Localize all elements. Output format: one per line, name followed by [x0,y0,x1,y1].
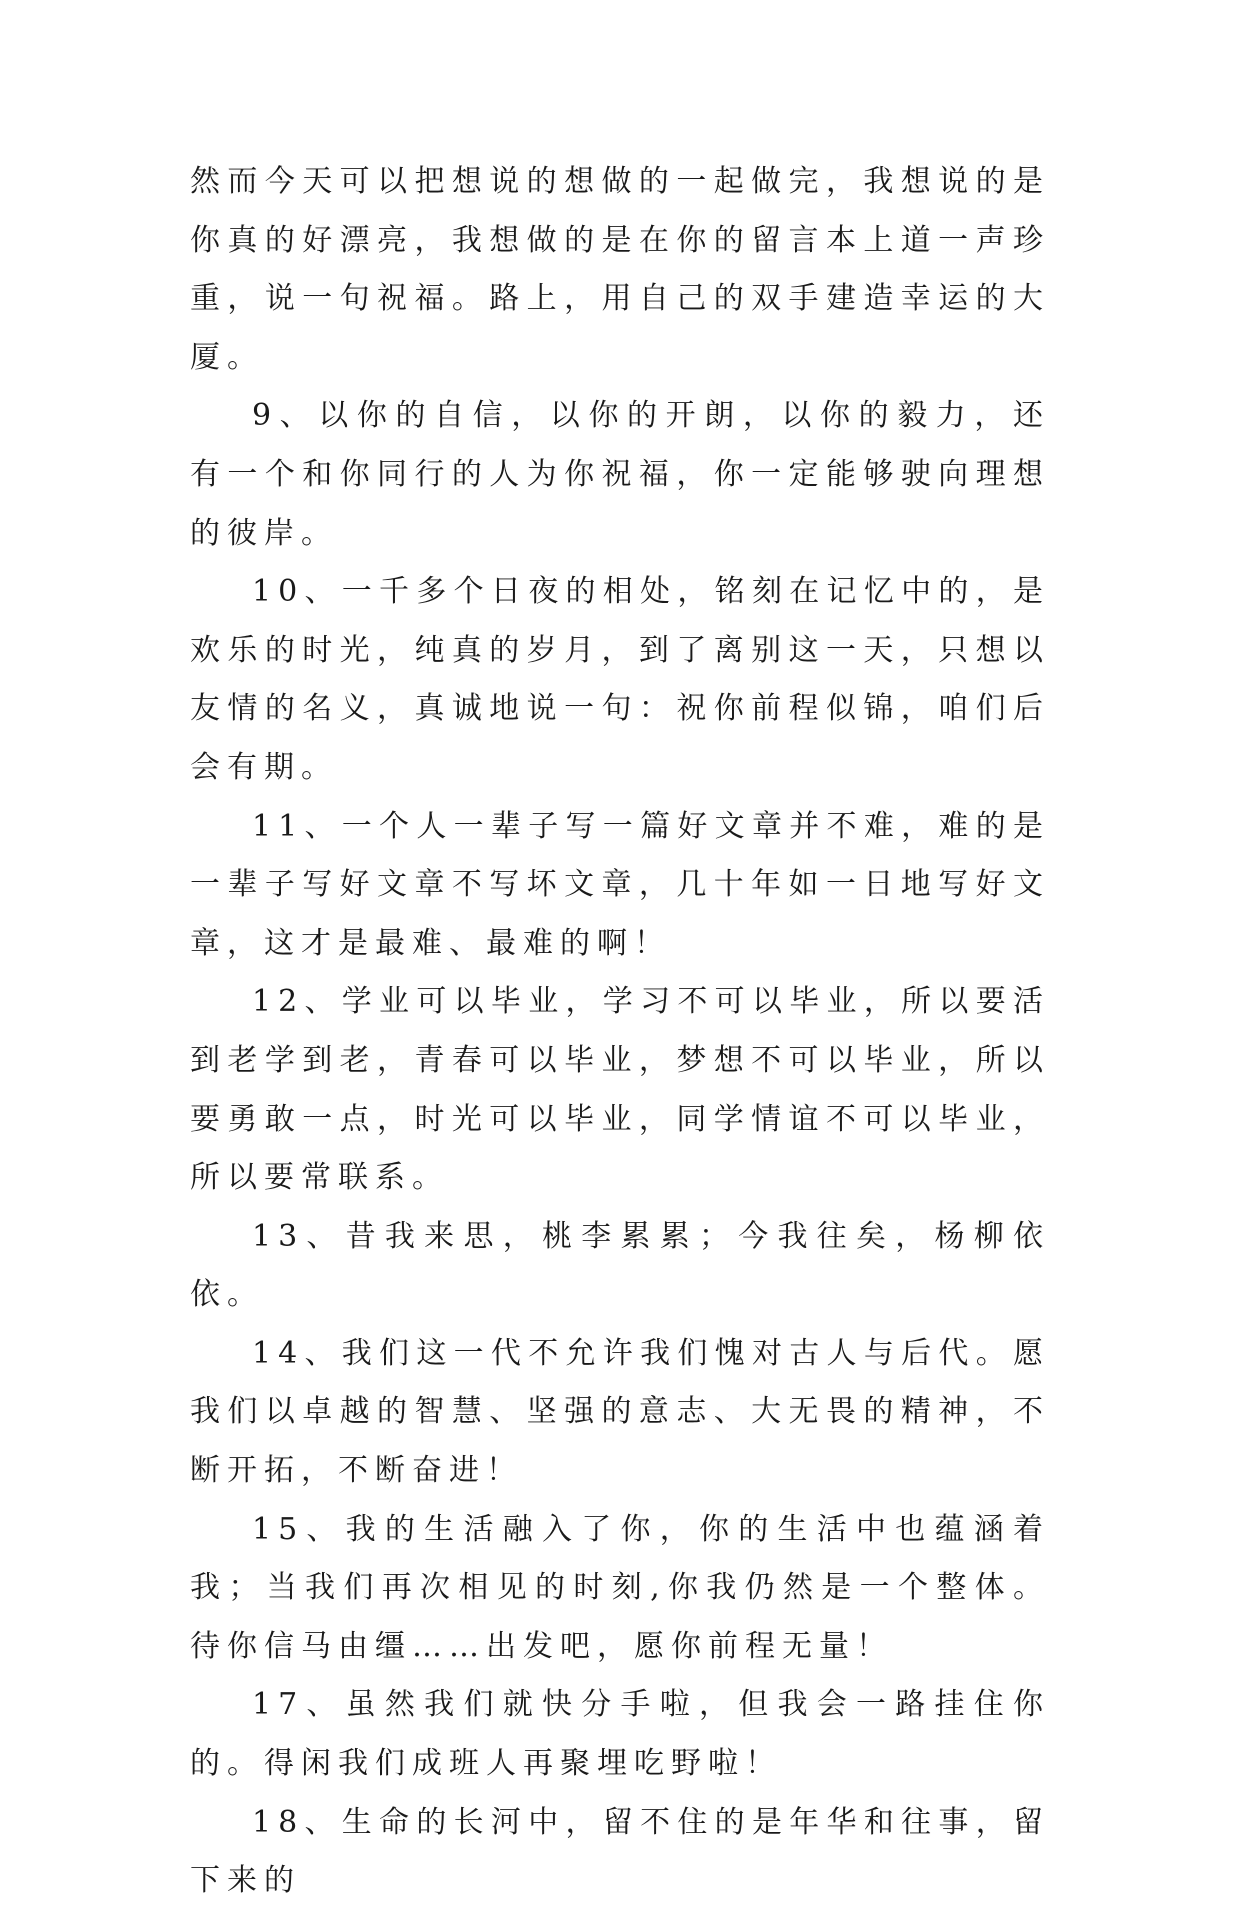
paragraph-item-9: 9、以你的自信，以你的开朗，以你的毅力，还有一个和你同行的人为你祝福，你一定能够驶向理想的彼岸。 [190,398,1050,551]
paragraph-item-13: 13、昔我来思，桃李累累；今我往矣，杨柳依依。 [190,1218,1050,1313]
paragraph-continuation: 然而今天可以把想说的想做的一起做完，我想说的是你真的好漂亮，我想做的是在你的留言本上道一声珍重，说一句祝福。路上，用自己的双手建造幸运的大厦。 [190,164,1050,375]
paragraph-item-15: 15、我的生活融入了你，你的生活中也蕴涵着我；当我们再次相见的时刻,你我仍然是一个整体。待你信马由缰……出发吧，愿你前程无量！ [190,1511,1050,1664]
paragraph-item-18: 18、生命的长河中，留不住的是年华和往事，留下来的 [190,1804,1050,1899]
paragraph-item-17: 17、虽然我们就快分手啦，但我会一路挂住你的。得闲我们成班人再聚埋吃野啦！ [190,1687,1050,1782]
paragraph-item-14: 14、我们这一代不允许我们愧对古人与后代。愿我们以卓越的智慧、坚强的意志、大无畏的精神，不断开拓，不断奋进！ [190,1335,1050,1489]
paragraph-item-11: 11、一个人一辈子写一篇好文章并不难，难的是一辈子写好文章不写坏文章，几十年如一日地写好文章，这才是最难、最难的啊！ [190,808,1050,961]
paragraph-item-12: 12、学业可以毕业，学习不可以毕业，所以要活到老学到老，青春可以毕业，梦想不可以毕业，所以要勇敢一点，时光可以毕业，同学情谊不可以毕业，所以要常联系。 [190,984,1050,1196]
document-body [190,153,1050,1911]
paragraph-item-10: 10、一千多个日夜的相处，铭刻在记忆中的，是欢乐的时光，纯真的岁月，到了离别这一天，只想以友情的名义，真诚地说一句：祝你前程似锦，咱们后会有期。 [190,574,1050,785]
